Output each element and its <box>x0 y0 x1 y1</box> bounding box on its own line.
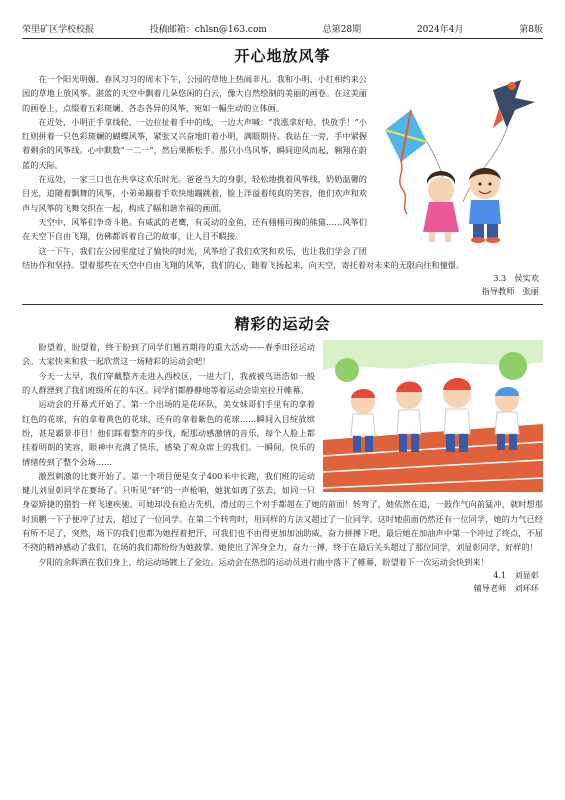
issue-number: 总第28期 <box>322 25 362 35</box>
article-1-paragraph: 天空中，风筝们争奇斗艳。有威武的老鹰，有灵动的金鱼，还有栩栩可掬的熊猫……风筝们在天空下自由飞翔，仿佛都诉着自己的故事，让人目不暇接。 <box>22 216 367 242</box>
newspaper-page <box>22 22 543 595</box>
article-1-author: 3.3 侯实欢 <box>493 273 539 284</box>
sports-meet-illustration <box>323 340 543 492</box>
article-2-paragraph: 运动会的开幕式开始了。第一个出场的是花环队，美女妹哥们手里有的拿着红色的花球，有的拿着黄色的花球，还有的拿着紫色的花球……瞬间入目绽放缤纷，甚是霸景非目！他们踩着整齐的步伐，配那动感激情的音乐，每个人脸上都挂着明朗的笑容，眼神中充满了快乐，感染了观众席上的我们。一瞬间，快乐的情绪传到了整个会场…… <box>22 399 315 467</box>
school-name: 荣里矿区学校校报 <box>22 25 95 35</box>
section-divider <box>22 304 543 305</box>
article-1-paragraph: 在近处，小明正手拿线轮，一边拉扯着手中的线，一边大声喊：“我涨拿好哈，快放手！”小红则拼着一只色彩斑斓的蝴蝶风筝，紧张又兴奋地盯着小明，满眼期待。我站在一旁，手中紧握着剩余的风筝线。心中默数“一二一”，然后果断松手。那只小鸟风筝，瞬间迎风而起，翱翔在蔚蓝的天际。 <box>22 116 367 170</box>
kite-flying-illustration <box>375 72 543 244</box>
masthead <box>22 22 543 39</box>
article-2-paragraph: 激烈刺激的比赛开始了。第一个项目便是女子400米中长跑，我们班的运动健儿刘显彰同学在赛场了。只听见“砰”的一声枪响，她犹如离了弦去，如同一只身姿矫捷的猎豹一样飞速疾驰。可她却没有抢占先机，滑过的三个对手都超在了她的前面！转弯了，她依然在追，一鼓作气向前猛冲，就时想那时顶鹏一下子便冲了过去，超过了一位同学。在第二个转弯时，用同样的方法又超过了一位同学。这时她前面仍然还有一位同学，她的力气已经有所不足了，突然，场下的我们也都为她捏着把汗，可我们也不由得更加加油助威，奋力拼搏下吧，最后她在加油声中第一个冲过了终点，不屈不挠的精神感动了我们，在场的我们都纷纷为她鼓掌。她使出了浑身全力，奋力一搏，终于在最后关头超过了那位同学，刘显彰同学，好样的！ <box>22 470 543 553</box>
article-1-paragraph: 这一下午，我们在公园里度过了愉快的时光，风筝给了我们欢笑和欢乐，也让我们学会了团结协作和坚持。望着那些在天空中自由飞翔的风筝，我们的心，随着飞扬起来，向天空，寄托着对未来的无限向往和憧憬。 <box>22 245 465 270</box>
article-1-paragraph: 在一个阳光明媚、春风习习的周末下午，公园的草地上热闹非凡。我和小明、小红相约来公园的草地上放风筝。湛蓝的天空中飘着几朵悠闲的白云，像大自然绘制的美丽的画卷。在这美丽的画卷上，点缀着五彩斑斓、各态各异的风筝，宛如一幅生动的立体画。 <box>22 74 367 113</box>
article-2-paragraph: 今天一大早，我们穿戴整齐走进入西校区，一进大门，我被被鸟语浩如一般的人群湮到了我们班级所在的车区。同学们都静静地等着运动会崇室拉开帷幕。 <box>22 370 315 396</box>
article-1-title: 开心地放风筝 <box>234 47 331 65</box>
article-2-paragraph: 夕阳的余晖洒在我们身上，给运动场镀上了金边。运动会在热烈的运动员进行曲中落下了帷幕，盼望着下一次运动会快到来！ <box>38 556 489 567</box>
submission-email: 投稿邮箱：chlsn@163.com <box>149 25 267 35</box>
page-number: 第8版 <box>519 25 543 35</box>
article-2-teacher: 辅导老师 刘环环 <box>473 582 539 593</box>
article-1-paragraph: 在远处，一家三口也在共享这欢乐时光。爸爸当大的身影，轻松地携着风筝线，奶奶温馨的目光，追随着飘舞的风筝，小弟弟蹦着手欢快地蹦跳着，脸上洋溢着纯真的笑容，他们欢声和欢声与风筝的飞舞交织在一起，构成了幅和谐幸福的画面。 <box>22 174 367 213</box>
issue-date: 2024年4月 <box>416 25 464 35</box>
article-2-paragraph: 盼望着，盼望着，终于盼到了同学们翘首期待的重大活动——春季田径运动会。大家快来和我一起欣赏这一场精彩的运动会吧！ <box>22 342 315 367</box>
article-2-author: 4.1 刘显彰 <box>493 569 539 580</box>
article-2-title: 精彩的运动会 <box>234 315 331 334</box>
article-1-teacher: 指导教师 张丽 <box>481 286 539 297</box>
